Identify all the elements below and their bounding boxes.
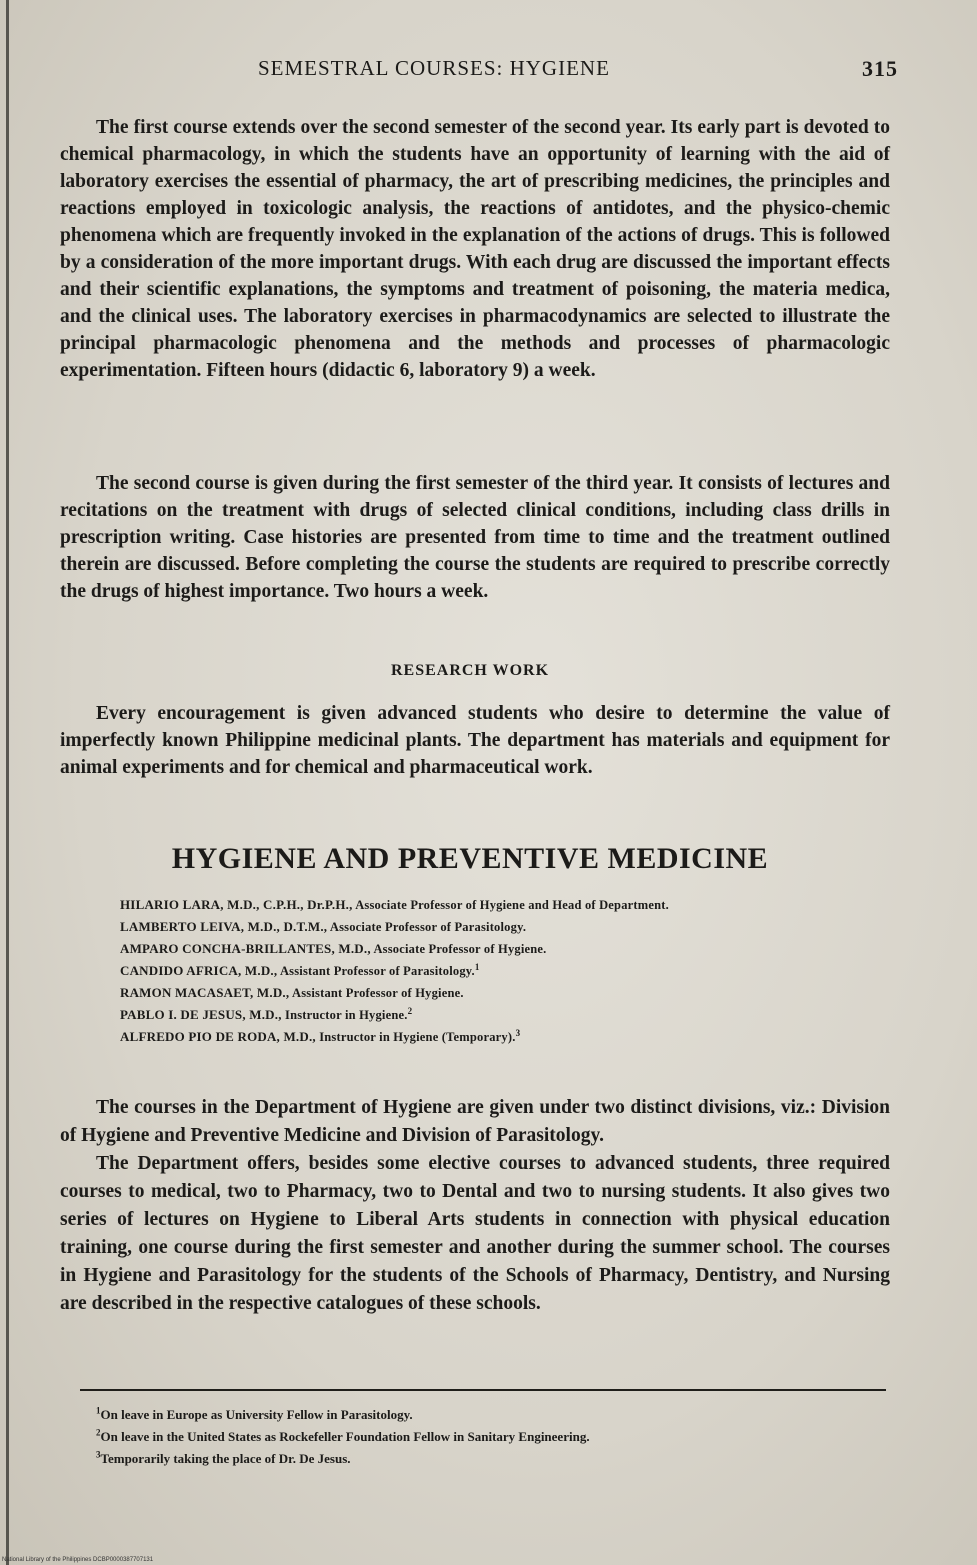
page-number: 315 [862,56,898,81]
footnote-mark: 3 [96,1449,101,1460]
research-heading: RESEARCH WORK [390,662,550,679]
paragraph: Every encouragement is given advanced students who desire to determine the value of imperfectly known Philippine medicinal plants. The department has materials and equipment for animal experiments and for chemical and pharmaceutical work. [60,703,890,778]
staff-name: ALFREDO PIO DE RODA, M.D., [120,1029,316,1044]
footnote [80,1426,880,1448]
hygiene-description [60,1094,890,1318]
staff-name: CANDIDO AFRICA, M.D., [120,963,278,978]
staff-title: Assistant Professor of Parasitology. [279,964,475,978]
staff-title: Associate Professor of Parasitology. [329,920,527,934]
staff-entry [120,894,890,916]
footnote [80,1404,880,1426]
paragraph: The second course is given during the first semester of the third year. It consists of lectures and recitations on the treatment with drugs of selected clinical conditions, including class drills in prescription writing. Case histories are presented from time to time and the treatment outlined therein are discussed. Before completing the course the students are required to prescribe correctly the drugs of highest importance. Two hours a week. [60,473,890,602]
staff-title: Assistant Professor of Hygiene. [291,986,464,1000]
pharmacology-course-1 [60,114,890,384]
staff-entry [120,982,890,1004]
staff-title: Associate Professor of Hygiene. [373,942,547,956]
staff-entry [120,938,890,960]
footnotes [80,1404,880,1470]
footnote-text: On leave in Europe as University Fellow in Parasitology. [100,1407,413,1422]
staff-list [120,894,890,1048]
staff-entry [120,1026,890,1048]
hygiene-heading: HYGIENE AND PREVENTIVE MEDICINE [171,842,769,875]
staff-name: RAMON MACASAET, M.D., [120,985,290,1000]
staff-name: AMPARO CONCHA-BRILLANTES, M.D., [120,941,371,956]
binding-edge [6,0,9,1565]
footnote-mark: 3 [515,1027,521,1038]
staff-name: LAMBERTO LEIVA, M.D., D.T.M., [120,919,328,934]
staff-name: PABLO I. DE JESUS, M.D., [120,1007,282,1022]
staff-title: Instructor in Hygiene (Temporary). [319,1030,516,1044]
staff-name: HILARIO LARA, M.D., C.P.H., Dr.P.H., [120,897,353,912]
footnote-mark: 1 [474,961,480,972]
running-title: SEMESTRAL COURSES: HYGIENE [258,56,610,80]
paragraph: The Department offers, besides some elective courses to advanced students, three required courses to medical, two to Pharmacy, two to Dental and two to nursing students. It also gives two series of lectures on Hygiene to Liberal Arts students in connection with physical education training, one course during the first semester and another during the summer school. The courses in Hygiene and Parasitology for the students of the Schools of Pharmacy, Dentistry, and Nursing are described in the respective catalogues of these schools. [60,1153,890,1314]
staff-entry [120,916,890,938]
footnote-rule [80,1389,886,1391]
scan-credit: National Library of the Philippines DCBP0000387707131 [2,1557,154,1563]
research-section [60,700,890,781]
footnote-text: On leave in the United States as Rockefeller Foundation Fellow in Sanitary Engineering. [100,1429,590,1444]
page-header [258,56,898,86]
footnote [80,1448,880,1470]
footnote-mark: 2 [407,1005,413,1016]
staff-title: Associate Professor of Hygiene and Head of Department. [355,898,669,912]
paragraph: The first course extends over the second semester of the second year. Its early part is devoted to chemical pharmacology, in which the students have an opportunity of learning with the aid of laboratory exercises the essential of pharmacy, the art of prescribing medicines, the principles and reactions employed in toxicologic analysis, the reactions of antidotes, and the physico-chemic phenomena which are frequently invoked in the explanation of the actions of drugs. This is followed by a consideration of the more important drugs. With each drug are discussed the important effects and their scientific explanations, the symptoms and treatment of poisoning, the materia medica, and the clinical uses. The laboratory exercises in pharmacodynamics are selected to illustrate the principal pharmacologic phenomena and the methods and processes of pharmacologic experimentation. Fifteen hours (didactic 6, laboratory 9) a week. [60,117,890,381]
pharmacology-course-2 [60,470,890,605]
footnote-text: Temporarily taking the place of Dr. De Jesus. [100,1451,351,1466]
staff-entry [120,960,890,982]
staff-title: Instructor in Hygiene. [285,1008,408,1022]
footnote-mark: 1 [96,1405,101,1416]
paragraph: The courses in the Department of Hygiene are given under two distinct divisions, viz.: Division of Hygiene and Preventive Medicine and Division of Parasitology. [60,1097,890,1146]
footnote-mark: 2 [96,1427,101,1438]
staff-entry [120,1004,890,1026]
